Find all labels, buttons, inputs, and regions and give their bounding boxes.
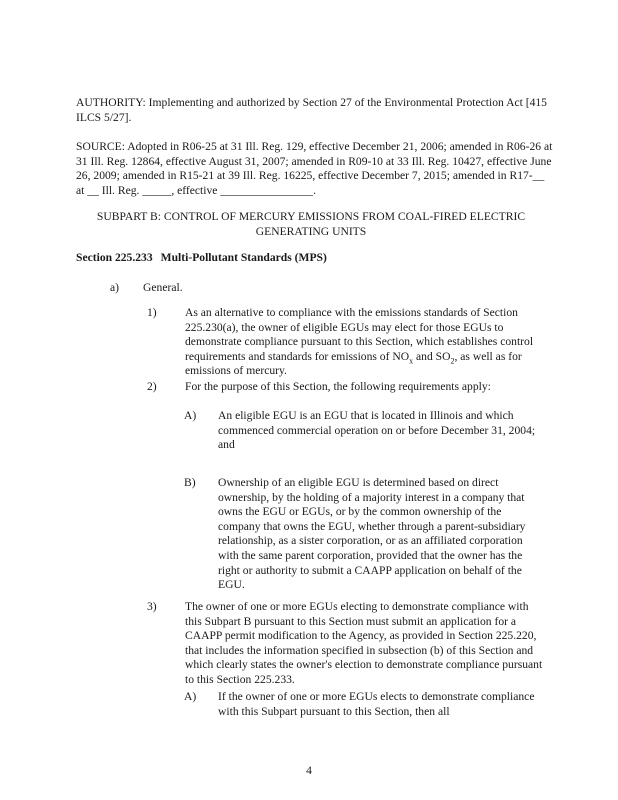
section-number: Section 225.233 xyxy=(76,251,153,264)
item-text-a2: For the purpose of this Section, the following requirements apply: xyxy=(185,380,491,393)
item-text-a2B: Ownership of an eligible EGU is determined based on direct ownership, by the holding of a majority interest in a company that owns the EGU or EGUs, or by the common ownership of the company that owns the EGU, whether through a parent-subsidiary relationship, as a sister corporation, or as an affiliated corporation with the same parent corporation, provided that the owner has the right or authority to submit a CAAPP application on behalf of the EGU. xyxy=(218,476,526,592)
item-label-a: a) xyxy=(110,281,120,294)
authority-note: AUTHORITY: Implementing and authorized by Section 27 of the Environmental Protection Act [415 ILCS 5/27]. xyxy=(76,96,547,124)
item-text-a3: The owner of one or more EGUs electing to demonstrate compliance with this Subpart B pursuant to this Section must submit an application for a CAAPP permit modification to the Agency, as provided in Section 225.220, that includes the information specified in subsection (b) of this Section and which clearly states the owner's election to demonstrate compliance pursuant to this Section 225.233. xyxy=(185,600,543,686)
subpart-title: SUBPART B: CONTROL OF MERCURY EMISSIONS FROM COAL-FIRED ELECTRIC GENERATING UNITS xyxy=(96,210,526,238)
item-text-a1: As an alternative to compliance with the emissions standards of Section 225.230(a), the owner of eligible EGUs may elect for those EGUs to demonstrate compliance pursuant to this Section, which establishes control requirements and standards for emissions of $NO_x$ and $SO_2$, as well as for emissions of mercury. xyxy=(185,306,534,378)
section-title: Multi-Pollutant Standards (MPS) xyxy=(160,251,327,264)
item-label-a3A: A) xyxy=(184,690,197,703)
section-heading xyxy=(76,251,554,266)
item-text-a2A: An eligible EGU is an EGU that is located in Illinois and which commenced commercial operation on or before December 31, 2004; and xyxy=(218,409,536,452)
item-label-a2: 2) xyxy=(147,380,157,393)
page-number: 4 xyxy=(306,764,312,777)
item-label-a3: 3) xyxy=(147,600,157,613)
source-note: SOURCE: Adopted in R06-25 at 31 Ill. Reg. 129, effective December 21, 2006; amended in R06-26 at 31 Ill. Reg. 12864, effective August 31, 2007; amended in R09-10 at 33 Ill. Reg. 10427, effective June 26, 2009; amended in R15-21 at 39 Ill. Reg. 16225, effective December 7, 2015; amended in R17-__ at __ Ill. Reg. _____, effective ________________. xyxy=(76,140,553,197)
item-text-a3A: If the owner of one or more EGUs elects to demonstrate compliance with this Subpart pursuant to this Section, then all xyxy=(218,690,535,718)
item-label-a1: 1) xyxy=(147,306,157,319)
item-text-a: General. xyxy=(143,281,183,294)
item-label-a2B: B) xyxy=(184,476,196,489)
item-label-a2A: A) xyxy=(184,409,197,422)
